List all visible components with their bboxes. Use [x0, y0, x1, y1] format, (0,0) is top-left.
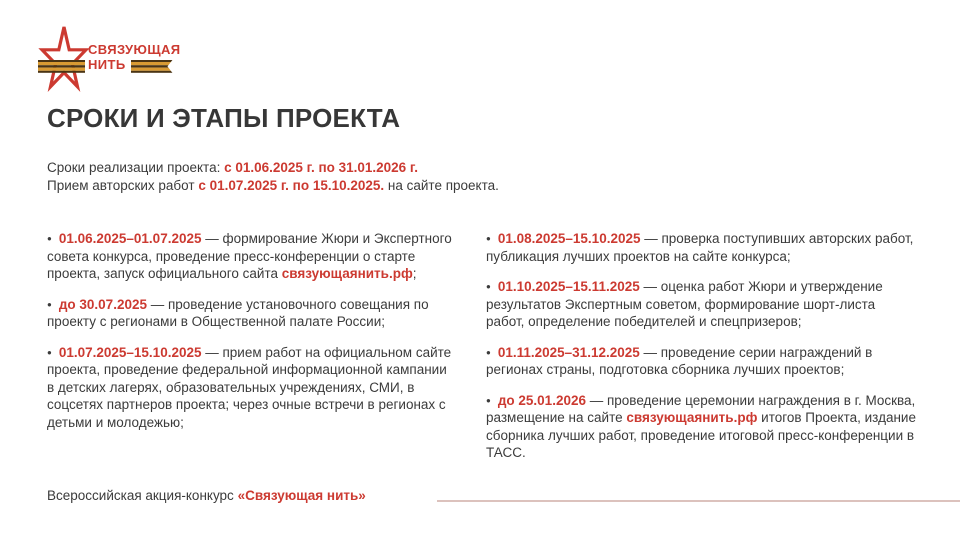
stage-item	[486, 344, 916, 379]
highlight-text: «Связующая нить»	[237, 488, 366, 503]
plain-text: ;	[412, 266, 417, 281]
stage-item	[47, 296, 455, 331]
bullet-icon: ●	[486, 347, 491, 357]
divider-line	[437, 500, 960, 502]
stage-item	[486, 278, 916, 331]
footer-caption	[47, 488, 366, 503]
plain-text: итогов Проекта, издание сборника лучших работ, проведение итоговой пресс-конференции в ТАСС.	[486, 410, 916, 460]
logo-graphic	[38, 24, 238, 98]
bullet-icon: ●	[47, 299, 52, 309]
highlight-text: с 01.07.2025 г. по 15.10.2025.	[198, 177, 385, 193]
highlight-text: с 01.06.2025 г. по 31.01.2026 г.	[224, 160, 418, 175]
stage-item	[486, 392, 916, 462]
plain-text: — проведение церемонии награждения в г. Москва, размещение на сайте	[486, 392, 916, 425]
highlight-text: 01.07.2025–15.10.2025	[58, 344, 202, 360]
plain-text: — прием работ на официальном сайте проекта, проведение федеральной информационной кампании в детских лагерях, образовательных учреждениях, СМИ, в соцсетях партнеров проекта; через очные встречи в регионах с детьми и молодежью;	[47, 344, 452, 430]
intro-line-2	[47, 177, 499, 195]
highlight-text: 01.06.2025–01.07.2025	[58, 231, 202, 246]
intro-line-1	[47, 159, 499, 177]
logo-wordmark-line2: НИТЬ	[88, 57, 126, 72]
highlight-text: 01.11.2025–31.12.2025	[497, 344, 640, 360]
plain-text: Сроки реализации проекта:	[47, 160, 225, 175]
bullet-icon: ●	[47, 347, 52, 357]
plain-text: — проведение серии награждений в регионах страны, подготовка сборника лучших проектов;	[486, 344, 873, 377]
highlight-text: 01.08.2025–15.10.2025	[497, 231, 641, 246]
bullet-icon: ●	[486, 234, 491, 243]
logo-wordmark-line1: СВЯЗУЮЩАЯ	[88, 42, 181, 57]
highlight-text: до 25.01.2026	[497, 392, 586, 408]
logo	[38, 24, 238, 98]
highlight-text: до 30.07.2025	[58, 296, 147, 312]
stage-item	[47, 230, 455, 283]
plain-text: Прием авторских работ	[47, 177, 199, 193]
page-title: СРОКИ И ЭТАПЫ ПРОЕКТА	[47, 103, 401, 133]
stage-item	[486, 230, 916, 265]
plain-text: — проверка поступивших авторских работ, публикация лучших проектов на сайте конкурса;	[486, 231, 914, 264]
bullet-icon: ●	[47, 234, 52, 243]
site-link[interactable]: связующаянить.рф	[626, 410, 758, 425]
stage-item	[47, 344, 455, 432]
plain-text: на сайте проекта.	[384, 177, 499, 193]
plain-text: Всероссийская акция-конкурс	[47, 488, 238, 503]
plain-text: — формирование Жюри и Экспертного совета конкурса, проведение пресс-конференции о старте проекта, запуск официального сайта	[47, 231, 452, 281]
highlight-text: 01.10.2025–15.11.2025	[497, 279, 640, 294]
plain-text: — проведение установочного совещания по проекту с регионами в Общественной палате России;	[47, 296, 429, 329]
stages-column-left	[47, 230, 455, 444]
bullet-icon: ●	[486, 395, 491, 405]
site-link[interactable]: связующаянить.рф	[281, 266, 413, 281]
stages-column-right	[486, 230, 916, 475]
plain-text: — оценка работ Жюри и утверждение результатов Экспертным советом, формирование шорт-листа работ, определение победителей и спецпризеров;	[486, 279, 883, 329]
bullet-icon: ●	[486, 282, 491, 291]
star-icon	[42, 27, 86, 87]
intro-block	[47, 159, 499, 194]
